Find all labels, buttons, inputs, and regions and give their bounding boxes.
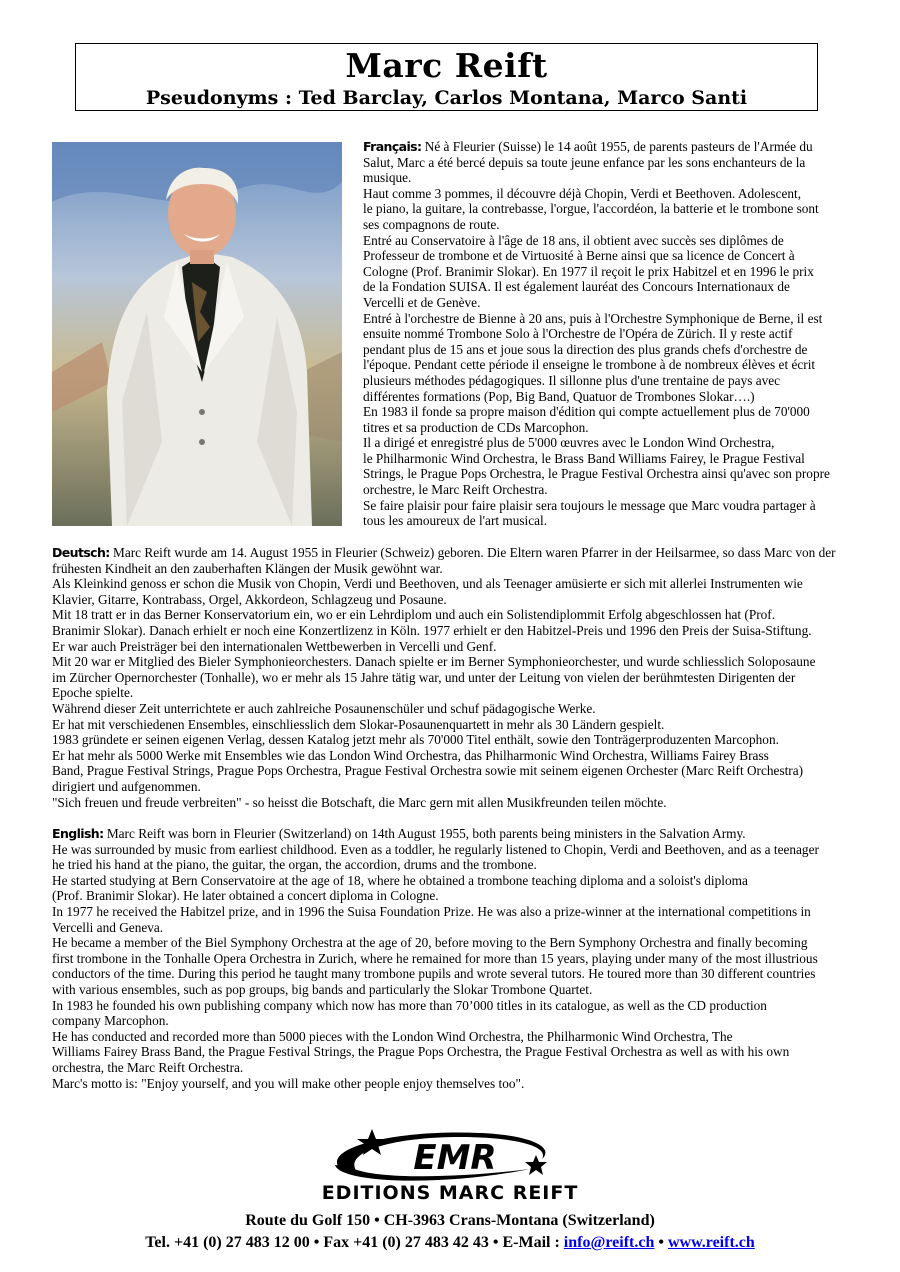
french-text-line: le Philharmonic Wind Orchestra, le Brass Band Williams Fairey, le Prague Festival — [363, 450, 805, 466]
german-text-line: Er hat mehr als 5000 Werke mit Ensembles wie das London Wind Orchestra, das Philharmonic Wind Orchestra, Williams Fairey Brass — [52, 747, 769, 763]
french-text-line: titres et sa production de CDs Marcophon. — [363, 419, 589, 435]
english-biography — [52, 826, 857, 1091]
german-text-line: Während dieser Zeit unterrichtete er auch zahlreiche Posaunenschüler und schuf pädagogische Werke. — [52, 700, 596, 716]
english-text-line: He started studying at Bern Conservatoire at the age of 18, where he obtained a trombone teaching diploma and a soloist's diploma — [52, 872, 748, 888]
french-text-line: En 1983 il fonde sa propre maison d'édition qui compte actuellement plus de 70'000 — [363, 404, 810, 420]
german-text-line: Band, Prague Festival Strings, Prague Pops Orchestra, Prague Festival Orchestra sowie mit seinem eigenen Orchester (Marc Reift Orchestra) — [52, 763, 804, 779]
french-text-line: tous les amoureux de l'art musical. — [363, 513, 548, 529]
german-text-line: Klavier, Gitarre, Kontrabass, Orgel, Akkordeon, Schlagzeug und Posaune. — [52, 591, 447, 607]
french-text-line: ensuite nommé Trombone Solo à l'Orchestre de l'Opéra de Zürich. Il y reste actif — [363, 326, 793, 342]
french-text-line: musique. — [363, 170, 412, 186]
logo-wordmark: EDITIONS MARC REIFT — [321, 1182, 579, 1203]
french-text-line: pendant plus de 15 ans et joue sous la direction des plus grands chefs d'orchestre de — [363, 341, 808, 357]
english-text-line: Vercelli and Geneva. — [52, 919, 164, 935]
phone-fax-text: Tel. +41 (0) 27 483 12 00 • Fax +41 (0) 27 483 42 43 • E-Mail : — [145, 1234, 564, 1251]
french-biography — [363, 139, 853, 529]
french-text-line: Cologne (Prof. Branimir Slokar). En 1977 il reçoit le prix Habitzel et en 1996 le prix — [363, 263, 814, 279]
french-text-line: Vercelli et de Genève. — [363, 294, 481, 310]
german-text-line: "Sich freuen und freude verbreiten" - so heisst die Botschaft, die Marc gern mit allen Musikfreunden teilen möchte. — [52, 794, 667, 810]
french-text-line: le piano, la guitare, la contrebasse, l'orgue, l'accordéon, la batterie et le trombone sont — [363, 201, 819, 217]
french-text-line: Français: Né à Fleurier (Suisse) le 14 août 1955, de parents pasteurs de l'Armée du — [363, 139, 813, 154]
german-text-line: Als Kleinkind genoss er schon die Musik von Chopin, Verdi und Beethoven, und als Teenager amüsierte er sich mit allerlei Instrumenten wie — [52, 576, 803, 592]
german-text-line: im Zürcher Opernorchester (Tonhalle), wo er mehr als 15 Jahre tätig war, und unter der Leitung von vielen der berühmtesten Dirigenten der — [52, 669, 796, 685]
editions-marc-reift-logo — [280, 1125, 620, 1203]
german-text-line: Mit 20 war er Mitglied des Bieler Symphonieorchesters. Danach spielte er im Berner Symphonieorchester, und wurde schliesslich Soloposaune — [52, 654, 816, 670]
german-text-line: Branimir Slokar). Danach erhielt er noch eine Konzertlizenz in Köln. 1977 erhielt er den Habitzel-Preis und 1996 den Preis der Suisa-Stiftung. — [52, 622, 812, 638]
french-text-line: Entré à l'orchestre de Bienne à 20 ans, puis à l'Orchestre Symphonique de Berne, il est — [363, 310, 823, 326]
german-text-line: Er hat mit verschiedenen Ensembles, einschliesslich dem Slokar-Posaunenquartett in mehr als 30 Ländern gespielt. — [52, 716, 665, 732]
separator-text: • — [654, 1234, 668, 1251]
english-text-line: In 1983 he founded his own publishing company which now has more than 70’000 titles in its catalogue, as well as the CD production — [52, 997, 767, 1013]
german-text-line: dirigiert und aufgenommen. — [52, 778, 201, 794]
page-subtitle: Pseudonyms : Ted Barclay, Carlos Montana, Marco Santi — [145, 87, 748, 109]
german-text-line: 1983 gründete er seinen eigenen Verlag, dessen Katalog jetzt mehr als 70'000 Titel enthält, sowie den Tonträgerproduzenten Marcophon. — [52, 732, 779, 748]
french-text-line: différentes formations (Pop, Big Band, Quatuor de Trombones Slokar….) — [363, 388, 755, 404]
english-text-line: orchestra, the Marc Reift Orchestra. — [52, 1059, 244, 1075]
email-link[interactable]: info@reift.ch — [563, 1234, 655, 1251]
english-text-line: In 1977 he received the Habitzel prize, and in 1996 the Suisa Foundation Prize. He was also a prize-winner at the international competitions in — [52, 903, 811, 919]
page-title: Marc Reift — [345, 46, 548, 85]
german-text-line: frühesten Kindheit an den zauberhaften Klängen der Musik gewöhnt war. — [52, 560, 443, 576]
english-text-line: he tried his hand at the piano, the guitar, the organ, the accordion, drums and the trombone. — [52, 857, 537, 873]
footer-address-block — [0, 1210, 900, 1254]
english-text-line: He has conducted and recorded more than 5000 pieces with the London Wind Orchestra, the Philharmonic Wind Orchestra, The — [52, 1028, 733, 1044]
website-link[interactable]: www.reift.ch — [667, 1234, 755, 1251]
english-text-line: English: Marc Reift was born in Fleurier (Switzerland) on 14th August 1955, both parents being ministers in the Salvation Army. — [52, 826, 746, 841]
german-text-line: Epoche spielte. — [52, 685, 134, 701]
german-biography — [52, 545, 857, 810]
english-text-line: He was surrounded by music from earliest childhood. Even as a toddler, he regularly listened to Chopin, Verdi and Beethoven, and as a teenager — [52, 841, 819, 857]
postal-address: Route du Golf 150 • CH-3963 Crans-Montana (Switzerland) — [245, 1212, 655, 1229]
english-text-line: company Marcophon. — [52, 1013, 169, 1029]
french-text-line: plusieurs méthodes pédagogiques. Il sillonne plus d'une trentaine de pays avec — [363, 372, 781, 388]
english-text-line: with various ensembles, such as pop groups, big bands and particularly the Slokar Trombone Quartet. — [52, 981, 593, 997]
contact-line — [0, 1232, 900, 1254]
german-text-line: Er war auch Preisträger bei den internationalen Wettbewerben in Vercelli und Genf. — [52, 638, 497, 654]
logo-mark: EMR — [413, 1138, 497, 1178]
german-text-line: Mit 18 tratt er in das Berner Konservatorium ein, wo er ein Lehrdiplom und auch ein Solistendiplommit Erfolg abgeschlossen hat (Prof. — [52, 607, 776, 623]
portrait-photo — [52, 142, 342, 526]
english-text-line: first trombone in the Tonhalle Opera Orchestra in Zurich, where he remained for more than 15 years, playing under many of the most illustrious — [52, 950, 818, 966]
english-text-line: He became a member of the Biel Symphony Orchestra at the age of 20, before moving to the Bern Symphony Orchestra and finally becoming — [52, 935, 808, 951]
french-text-line: ses compagnons de route. — [363, 216, 500, 232]
english-language-label: English: — [52, 826, 104, 841]
french-text-line: Salut, Marc a été bercé depuis sa toute jeune enfance par les sons enchanteurs de la — [363, 154, 806, 170]
french-text-line: Strings, le Prague Pops Orchestra, le Prague Festival Orchestra ainsi qu'avec son propre — [363, 466, 830, 482]
french-text-line: Entré au Conservatoire à l'âge de 18 ans, il obtient avec succès ses diplômes de — [363, 232, 784, 248]
french-text-line: de la Fondation SUISA. Il est également lauréat des Concours Internationaux de — [363, 279, 790, 295]
french-text-line: Professeur de trombone et de Virtuosité à Berne ainsi que sa licence de Concert à — [363, 248, 795, 264]
french-text-line: Se faire plaisir pour faire plaisir sera toujours le message que Marc voudra partager à — [363, 497, 816, 513]
french-text-line: Haut comme 3 pommes, il découvre déjà Chopin, Verdi et Beethoven. Adolescent, — [363, 185, 802, 201]
german-text-line: Deutsch: Marc Reift wurde am 14. August 1955 in Fleurier (Schweiz) geboren. Die Eltern waren Pfarrer in der Heilsarmee, so dass Marc von der — [52, 545, 836, 560]
french-text-line: l'époque. Pendant cette période il enseigne le trombone à de nombreux élèves et écrit — [363, 357, 816, 373]
german-language-label: Deutsch: — [52, 545, 110, 560]
english-text-line: Marc's motto is: "Enjoy yourself, and you will make other people enjoy themselves too". — [52, 1075, 525, 1091]
title-box — [75, 43, 818, 111]
english-text-line: conductors of the time. During this period he taught many trombone pupils and wrote several tutors. He toured more than 30 different countries — [52, 966, 816, 982]
english-text-line: (Prof. Branimir Slokar). He later obtained a concert diploma in Cologne. — [52, 888, 439, 904]
english-text-line: Williams Fairey Brass Band, the Prague Festival Strings, the Prague Pops Orchestra, the Prague Festival Orchestra as well as with his own — [52, 1044, 790, 1060]
french-text-line: orchestre, le Marc Reift Orchestra. — [363, 482, 548, 498]
french-language-label: Français: — [363, 139, 422, 154]
french-text-line: Il a dirigé et enregistré plus de 5'000 œuvres avec le London Wind Orchestra, — [363, 435, 775, 451]
